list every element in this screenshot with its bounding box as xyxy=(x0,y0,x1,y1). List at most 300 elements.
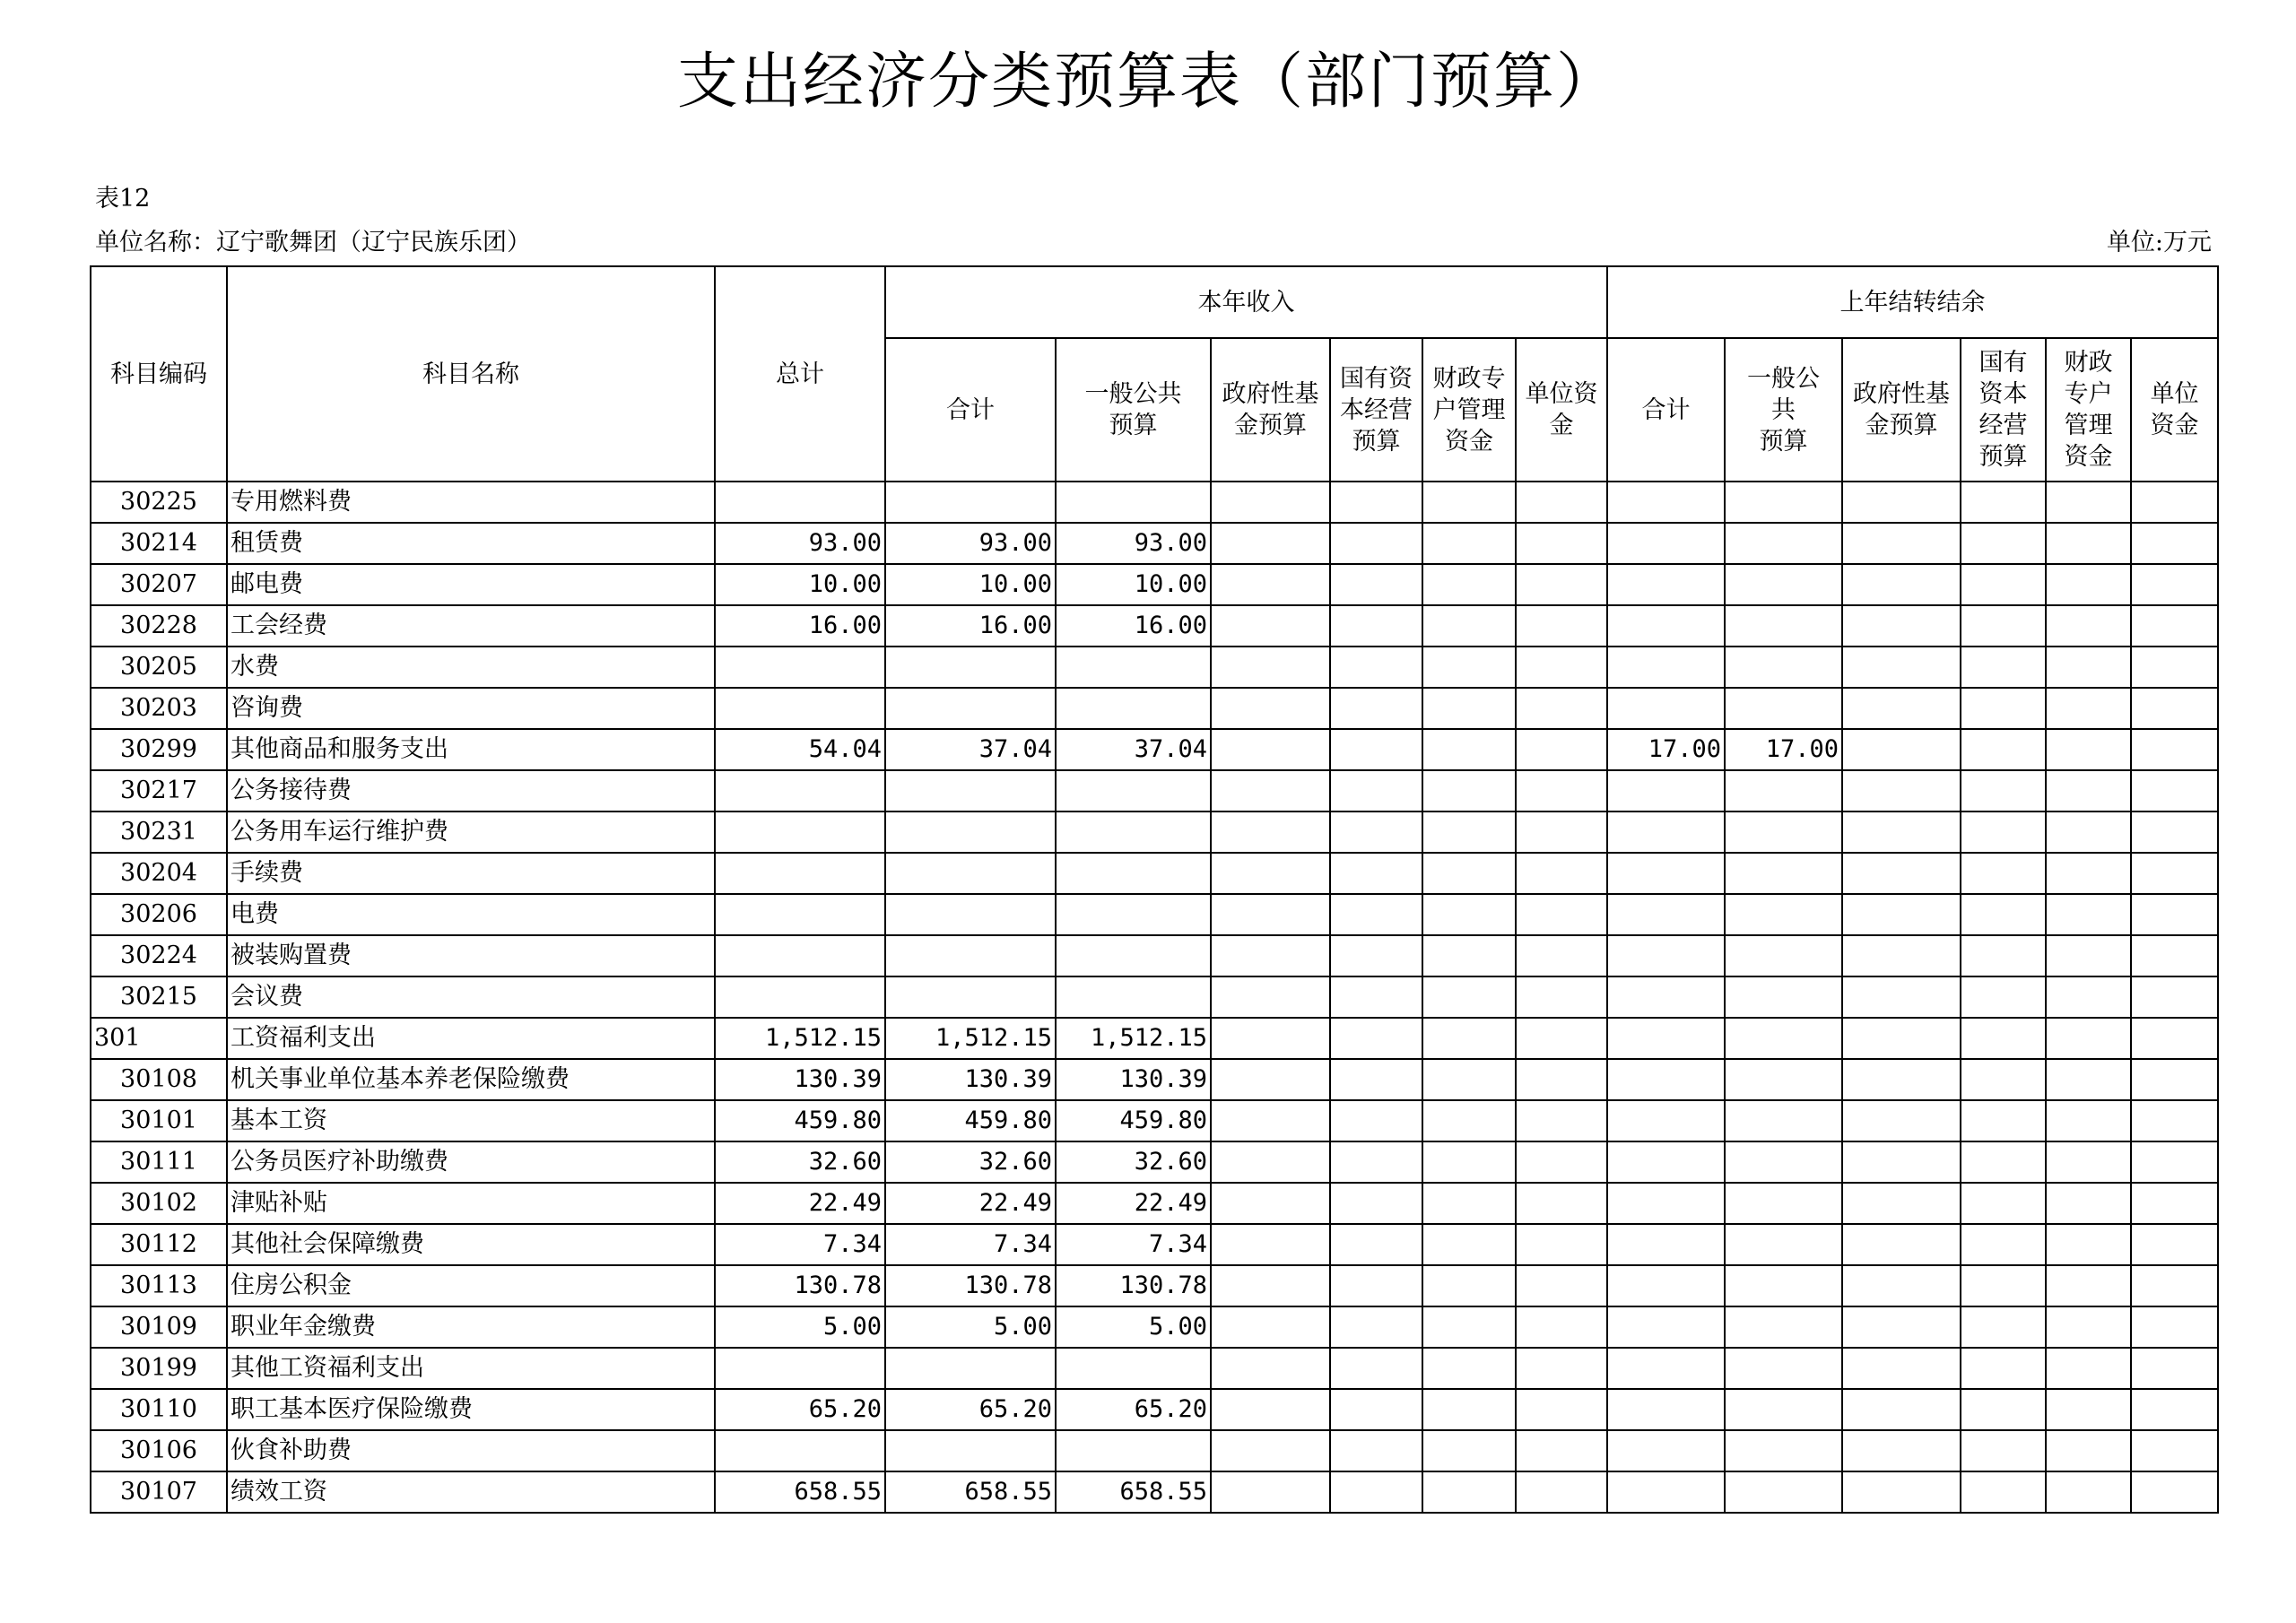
cell-current-0: 10.00 xyxy=(885,564,1056,605)
cell-current-5 xyxy=(1516,894,1607,935)
cell-total: 93.00 xyxy=(715,523,885,564)
cell-carryover-5 xyxy=(2131,812,2218,853)
cell-name: 基本工资 xyxy=(227,1100,715,1141)
cell-current-3 xyxy=(1330,976,1422,1018)
cell-current-4 xyxy=(1422,770,1516,812)
cell-code: 30225 xyxy=(91,482,227,523)
cell-carryover-4 xyxy=(2046,523,2131,564)
cell-carryover-3 xyxy=(1961,935,2046,976)
cell-carryover-4 xyxy=(2046,812,2131,853)
cell-current-2 xyxy=(1211,688,1330,729)
cell-name: 水费 xyxy=(227,647,715,688)
cell-carryover-1 xyxy=(1725,935,1842,976)
cell-total: 65.20 xyxy=(715,1389,885,1430)
cell-code: 30101 xyxy=(91,1100,227,1141)
cell-current-4 xyxy=(1422,1224,1516,1265)
cell-current-1: 1,512.15 xyxy=(1056,1018,1211,1059)
cell-current-2 xyxy=(1211,976,1330,1018)
cell-carryover-2 xyxy=(1842,1141,1961,1183)
cell-total: 16.00 xyxy=(715,605,885,647)
cell-carryover-5 xyxy=(2131,1100,2218,1141)
cell-carryover-4 xyxy=(2046,1183,2131,1224)
header-current-year-income: 本年收入 xyxy=(885,266,1607,338)
cell-carryover-3 xyxy=(1961,1018,2046,1059)
cell-code: 30228 xyxy=(91,605,227,647)
cell-current-4 xyxy=(1422,605,1516,647)
cell-current-3 xyxy=(1330,482,1422,523)
cell-total xyxy=(715,1348,885,1389)
cell-carryover-0 xyxy=(1607,1471,1725,1513)
cell-carryover-5 xyxy=(2131,647,2218,688)
cell-carryover-4 xyxy=(2046,1100,2131,1141)
cell-carryover-0 xyxy=(1607,647,1725,688)
cell-name: 工会经费 xyxy=(227,605,715,647)
cell-carryover-1 xyxy=(1725,1389,1842,1430)
cell-current-2 xyxy=(1211,1265,1330,1306)
cell-current-5 xyxy=(1516,1265,1607,1306)
cell-carryover-1 xyxy=(1725,523,1842,564)
cell-name: 机关事业单位基本养老保险缴费 xyxy=(227,1059,715,1100)
table-number: 表12 xyxy=(95,185,151,213)
cell-total xyxy=(715,976,885,1018)
cell-current-2 xyxy=(1211,1389,1330,1430)
cell-current-3 xyxy=(1330,1471,1422,1513)
cell-current-4 xyxy=(1422,523,1516,564)
header-current-col-1: 一般公共 预算 xyxy=(1056,338,1211,482)
cell-code: 30111 xyxy=(91,1141,227,1183)
header-total: 总计 xyxy=(715,266,885,482)
cell-current-1 xyxy=(1056,976,1211,1018)
cell-carryover-2 xyxy=(1842,729,1961,770)
cell-current-1: 37.04 xyxy=(1056,729,1211,770)
cell-name: 咨询费 xyxy=(227,688,715,729)
cell-current-3 xyxy=(1330,770,1422,812)
cell-current-2 xyxy=(1211,1183,1330,1224)
cell-current-0 xyxy=(885,1348,1056,1389)
cell-carryover-4 xyxy=(2046,605,2131,647)
cell-code: 30224 xyxy=(91,935,227,976)
cell-carryover-1 xyxy=(1725,1141,1842,1183)
cell-total: 1,512.15 xyxy=(715,1018,885,1059)
cell-carryover-2 xyxy=(1842,647,1961,688)
cell-current-1 xyxy=(1056,812,1211,853)
cell-carryover-1 xyxy=(1725,1265,1842,1306)
cell-current-0: 65.20 xyxy=(885,1389,1056,1430)
cell-current-4 xyxy=(1422,976,1516,1018)
table-row xyxy=(91,688,2218,729)
cell-total: 7.34 xyxy=(715,1224,885,1265)
table-row xyxy=(91,1471,2218,1513)
cell-carryover-5 xyxy=(2131,605,2218,647)
cell-current-3 xyxy=(1330,647,1422,688)
unit-name: 单位名称：辽宁歌舞团（辽宁民族乐团） xyxy=(95,229,531,256)
cell-carryover-0 xyxy=(1607,853,1725,894)
cell-current-4 xyxy=(1422,482,1516,523)
cell-code: 30106 xyxy=(91,1430,227,1471)
cell-current-2 xyxy=(1211,1224,1330,1265)
cell-carryover-0: 17.00 xyxy=(1607,729,1725,770)
header-carryover-col-2: 政府性基 金预算 xyxy=(1842,338,1961,482)
cell-current-1: 65.20 xyxy=(1056,1389,1211,1430)
table-row xyxy=(91,647,2218,688)
table-row xyxy=(91,853,2218,894)
cell-current-0 xyxy=(885,935,1056,976)
cell-code: 30113 xyxy=(91,1265,227,1306)
cell-current-0: 93.00 xyxy=(885,523,1056,564)
cell-carryover-4 xyxy=(2046,853,2131,894)
cell-carryover-4 xyxy=(2046,1389,2131,1430)
cell-carryover-1 xyxy=(1725,688,1842,729)
cell-carryover-2 xyxy=(1842,1100,1961,1141)
cell-carryover-1 xyxy=(1725,1018,1842,1059)
cell-carryover-5 xyxy=(2131,770,2218,812)
cell-current-3 xyxy=(1330,1183,1422,1224)
cell-carryover-2 xyxy=(1842,688,1961,729)
cell-code: 30231 xyxy=(91,812,227,853)
cell-current-5 xyxy=(1516,1018,1607,1059)
cell-carryover-2 xyxy=(1842,564,1961,605)
table-row xyxy=(91,1018,2218,1059)
cell-current-4 xyxy=(1422,935,1516,976)
cell-current-1: 5.00 xyxy=(1056,1306,1211,1348)
cell-carryover-4 xyxy=(2046,976,2131,1018)
cell-current-5 xyxy=(1516,564,1607,605)
cell-name: 公务用车运行维护费 xyxy=(227,812,715,853)
cell-current-2 xyxy=(1211,1430,1330,1471)
cell-total: 22.49 xyxy=(715,1183,885,1224)
header-carryover: 上年结转结余 xyxy=(1607,266,2218,338)
cell-name: 会议费 xyxy=(227,976,715,1018)
cell-total: 130.39 xyxy=(715,1059,885,1100)
cell-carryover-4 xyxy=(2046,894,2131,935)
table-row xyxy=(91,976,2218,1018)
cell-carryover-4 xyxy=(2046,1306,2131,1348)
cell-carryover-0 xyxy=(1607,976,1725,1018)
cell-current-2 xyxy=(1211,647,1330,688)
cell-current-4 xyxy=(1422,1430,1516,1471)
cell-carryover-1 xyxy=(1725,976,1842,1018)
cell-carryover-0 xyxy=(1607,688,1725,729)
cell-current-2 xyxy=(1211,482,1330,523)
cell-code: 30206 xyxy=(91,894,227,935)
cell-current-2 xyxy=(1211,1306,1330,1348)
cell-carryover-5 xyxy=(2131,729,2218,770)
cell-carryover-1 xyxy=(1725,647,1842,688)
cell-current-3 xyxy=(1330,853,1422,894)
cell-current-2 xyxy=(1211,1348,1330,1389)
cell-current-0: 5.00 xyxy=(885,1306,1056,1348)
cell-carryover-5 xyxy=(2131,935,2218,976)
cell-carryover-5 xyxy=(2131,1059,2218,1100)
cell-total xyxy=(715,935,885,976)
cell-name: 其他工资福利支出 xyxy=(227,1348,715,1389)
cell-current-5 xyxy=(1516,1430,1607,1471)
cell-name: 电费 xyxy=(227,894,715,935)
cell-carryover-4 xyxy=(2046,935,2131,976)
table-row xyxy=(91,1183,2218,1224)
cell-current-0: 32.60 xyxy=(885,1141,1056,1183)
cell-carryover-4 xyxy=(2046,1141,2131,1183)
cell-current-5 xyxy=(1516,1471,1607,1513)
cell-carryover-3 xyxy=(1961,1348,2046,1389)
cell-carryover-0 xyxy=(1607,523,1725,564)
cell-carryover-2 xyxy=(1842,605,1961,647)
cell-current-2 xyxy=(1211,729,1330,770)
cell-carryover-2 xyxy=(1842,935,1961,976)
cell-code: 30107 xyxy=(91,1471,227,1513)
cell-carryover-0 xyxy=(1607,894,1725,935)
cell-carryover-5 xyxy=(2131,1471,2218,1513)
cell-carryover-2 xyxy=(1842,1265,1961,1306)
header-carryover-col-4: 财政 专户 管理 资金 xyxy=(2046,338,2131,482)
cell-current-0 xyxy=(885,1430,1056,1471)
cell-carryover-2 xyxy=(1842,1389,1961,1430)
cell-current-1 xyxy=(1056,1430,1211,1471)
table-row xyxy=(91,1430,2218,1471)
cell-current-2 xyxy=(1211,812,1330,853)
header-code: 科目编码 xyxy=(91,266,227,482)
cell-current-1 xyxy=(1056,482,1211,523)
cell-carryover-0 xyxy=(1607,935,1725,976)
cell-current-2 xyxy=(1211,935,1330,976)
header-carryover-col-1: 一般公 共 预算 xyxy=(1725,338,1842,482)
cell-carryover-0 xyxy=(1607,1306,1725,1348)
cell-current-1: 130.39 xyxy=(1056,1059,1211,1100)
table-row xyxy=(91,1348,2218,1389)
cell-current-1 xyxy=(1056,770,1211,812)
cell-carryover-5 xyxy=(2131,482,2218,523)
cell-current-0: 459.80 xyxy=(885,1100,1056,1141)
cell-carryover-3 xyxy=(1961,564,2046,605)
cell-current-3 xyxy=(1330,1430,1422,1471)
cell-current-5 xyxy=(1516,1306,1607,1348)
cell-carryover-3 xyxy=(1961,812,2046,853)
table-row xyxy=(91,482,2218,523)
cell-carryover-3 xyxy=(1961,1306,2046,1348)
cell-current-4 xyxy=(1422,729,1516,770)
cell-code: 30109 xyxy=(91,1306,227,1348)
cell-carryover-0 xyxy=(1607,1265,1725,1306)
cell-carryover-4 xyxy=(2046,729,2131,770)
table-row xyxy=(91,523,2218,564)
cell-carryover-5 xyxy=(2131,523,2218,564)
cell-current-2 xyxy=(1211,605,1330,647)
cell-current-4 xyxy=(1422,1141,1516,1183)
cell-carryover-4 xyxy=(2046,482,2131,523)
header-current-col-0: 合计 xyxy=(885,338,1056,482)
cell-carryover-3 xyxy=(1961,482,2046,523)
cell-current-2 xyxy=(1211,564,1330,605)
cell-carryover-2 xyxy=(1842,1430,1961,1471)
cell-carryover-5 xyxy=(2131,853,2218,894)
cell-current-2 xyxy=(1211,1471,1330,1513)
cell-carryover-5 xyxy=(2131,688,2218,729)
cell-current-3 xyxy=(1330,688,1422,729)
cell-carryover-5 xyxy=(2131,1183,2218,1224)
cell-carryover-2 xyxy=(1842,1059,1961,1100)
cell-current-3 xyxy=(1330,1018,1422,1059)
cell-current-1: 130.78 xyxy=(1056,1265,1211,1306)
cell-carryover-3 xyxy=(1961,1471,2046,1513)
cell-code: 30112 xyxy=(91,1224,227,1265)
cell-current-0: 37.04 xyxy=(885,729,1056,770)
cell-carryover-4 xyxy=(2046,1224,2131,1265)
cell-name: 其他社会保障缴费 xyxy=(227,1224,715,1265)
cell-code: 30215 xyxy=(91,976,227,1018)
cell-name: 津贴补贴 xyxy=(227,1183,715,1224)
cell-current-3 xyxy=(1330,1141,1422,1183)
cell-total: 54.04 xyxy=(715,729,885,770)
table-row xyxy=(91,1100,2218,1141)
cell-current-0 xyxy=(885,647,1056,688)
header-name: 科目名称 xyxy=(227,266,715,482)
cell-current-5 xyxy=(1516,482,1607,523)
cell-code: 30110 xyxy=(91,1389,227,1430)
table-row xyxy=(91,1059,2218,1100)
cell-current-4 xyxy=(1422,1471,1516,1513)
cell-current-5 xyxy=(1516,1059,1607,1100)
cell-current-0 xyxy=(885,976,1056,1018)
cell-current-4 xyxy=(1422,1306,1516,1348)
cell-current-2 xyxy=(1211,1018,1330,1059)
cell-current-4 xyxy=(1422,1265,1516,1306)
cell-carryover-3 xyxy=(1961,853,2046,894)
cell-carryover-0 xyxy=(1607,564,1725,605)
cell-carryover-2 xyxy=(1842,482,1961,523)
cell-carryover-5 xyxy=(2131,1389,2218,1430)
cell-carryover-3 xyxy=(1961,688,2046,729)
cell-carryover-0 xyxy=(1607,1059,1725,1100)
cell-carryover-2 xyxy=(1842,853,1961,894)
cell-current-4 xyxy=(1422,647,1516,688)
cell-code: 30204 xyxy=(91,853,227,894)
cell-current-3 xyxy=(1330,1348,1422,1389)
cell-code: 301 xyxy=(91,1018,227,1059)
cell-carryover-4 xyxy=(2046,770,2131,812)
cell-carryover-0 xyxy=(1607,1224,1725,1265)
cell-carryover-0 xyxy=(1607,482,1725,523)
cell-code: 30108 xyxy=(91,1059,227,1100)
cell-current-3 xyxy=(1330,1100,1422,1141)
cell-current-1: 93.00 xyxy=(1056,523,1211,564)
table-row xyxy=(91,605,2218,647)
table-row xyxy=(91,1224,2218,1265)
cell-code: 30214 xyxy=(91,523,227,564)
cell-name: 被装购置费 xyxy=(227,935,715,976)
cell-current-2 xyxy=(1211,894,1330,935)
cell-current-4 xyxy=(1422,1389,1516,1430)
cell-carryover-1 xyxy=(1725,853,1842,894)
cell-current-1: 32.60 xyxy=(1056,1141,1211,1183)
cell-name: 公务接待费 xyxy=(227,770,715,812)
cell-carryover-5 xyxy=(2131,1224,2218,1265)
cell-code: 30203 xyxy=(91,688,227,729)
cell-current-0: 22.49 xyxy=(885,1183,1056,1224)
cell-carryover-2 xyxy=(1842,812,1961,853)
cell-current-3 xyxy=(1330,1389,1422,1430)
cell-current-3 xyxy=(1330,812,1422,853)
cell-current-0 xyxy=(885,770,1056,812)
cell-current-2 xyxy=(1211,523,1330,564)
cell-current-4 xyxy=(1422,1018,1516,1059)
cell-current-4 xyxy=(1422,812,1516,853)
cell-total xyxy=(715,894,885,935)
cell-name: 职工基本医疗保险缴费 xyxy=(227,1389,715,1430)
cell-carryover-0 xyxy=(1607,1183,1725,1224)
header-carryover-col-0: 合计 xyxy=(1607,338,1725,482)
cell-current-3 xyxy=(1330,894,1422,935)
cell-carryover-2 xyxy=(1842,1018,1961,1059)
cell-carryover-5 xyxy=(2131,1141,2218,1183)
cell-carryover-3 xyxy=(1961,1141,2046,1183)
header-current-col-5: 单位资 金 xyxy=(1516,338,1607,482)
cell-carryover-4 xyxy=(2046,1430,2131,1471)
cell-current-3 xyxy=(1330,1306,1422,1348)
cell-name: 住房公积金 xyxy=(227,1265,715,1306)
cell-carryover-4 xyxy=(2046,1018,2131,1059)
cell-total xyxy=(715,812,885,853)
cell-carryover-3 xyxy=(1961,523,2046,564)
cell-total xyxy=(715,688,885,729)
cell-carryover-3 xyxy=(1961,1100,2046,1141)
cell-carryover-1 xyxy=(1725,1348,1842,1389)
cell-current-1: 658.55 xyxy=(1056,1471,1211,1513)
cell-name: 伙食补助费 xyxy=(227,1430,715,1471)
cell-carryover-0 xyxy=(1607,1100,1725,1141)
cell-carryover-1 xyxy=(1725,605,1842,647)
table-row xyxy=(91,770,2218,812)
cell-carryover-3 xyxy=(1961,1430,2046,1471)
cell-carryover-0 xyxy=(1607,770,1725,812)
cell-carryover-4 xyxy=(2046,647,2131,688)
cell-carryover-5 xyxy=(2131,564,2218,605)
cell-current-1 xyxy=(1056,853,1211,894)
cell-carryover-4 xyxy=(2046,1471,2131,1513)
cell-current-3 xyxy=(1330,1059,1422,1100)
cell-current-5 xyxy=(1516,729,1607,770)
cell-carryover-3 xyxy=(1961,1389,2046,1430)
cell-carryover-1 xyxy=(1725,1224,1842,1265)
cell-current-1: 459.80 xyxy=(1056,1100,1211,1141)
cell-carryover-3 xyxy=(1961,1224,2046,1265)
cell-carryover-1: 17.00 xyxy=(1725,729,1842,770)
cell-carryover-5 xyxy=(2131,1430,2218,1471)
cell-current-3 xyxy=(1330,564,1422,605)
cell-carryover-2 xyxy=(1842,1183,1961,1224)
cell-total: 5.00 xyxy=(715,1306,885,1348)
cell-current-3 xyxy=(1330,605,1422,647)
cell-current-4 xyxy=(1422,853,1516,894)
cell-current-0 xyxy=(885,482,1056,523)
cell-code: 30299 xyxy=(91,729,227,770)
cell-total xyxy=(715,647,885,688)
cell-carryover-1 xyxy=(1725,812,1842,853)
cell-current-2 xyxy=(1211,1059,1330,1100)
cell-current-1 xyxy=(1056,935,1211,976)
cell-current-2 xyxy=(1211,853,1330,894)
table-row xyxy=(91,1141,2218,1183)
cell-carryover-2 xyxy=(1842,1348,1961,1389)
cell-current-3 xyxy=(1330,1265,1422,1306)
cell-carryover-0 xyxy=(1607,1348,1725,1389)
cell-code: 30199 xyxy=(91,1348,227,1389)
cell-current-5 xyxy=(1516,1389,1607,1430)
cell-carryover-2 xyxy=(1842,523,1961,564)
cell-carryover-2 xyxy=(1842,894,1961,935)
cell-current-5 xyxy=(1516,853,1607,894)
page-title: 支出经济分类预算表（部门预算） xyxy=(676,47,1619,117)
cell-carryover-4 xyxy=(2046,564,2131,605)
